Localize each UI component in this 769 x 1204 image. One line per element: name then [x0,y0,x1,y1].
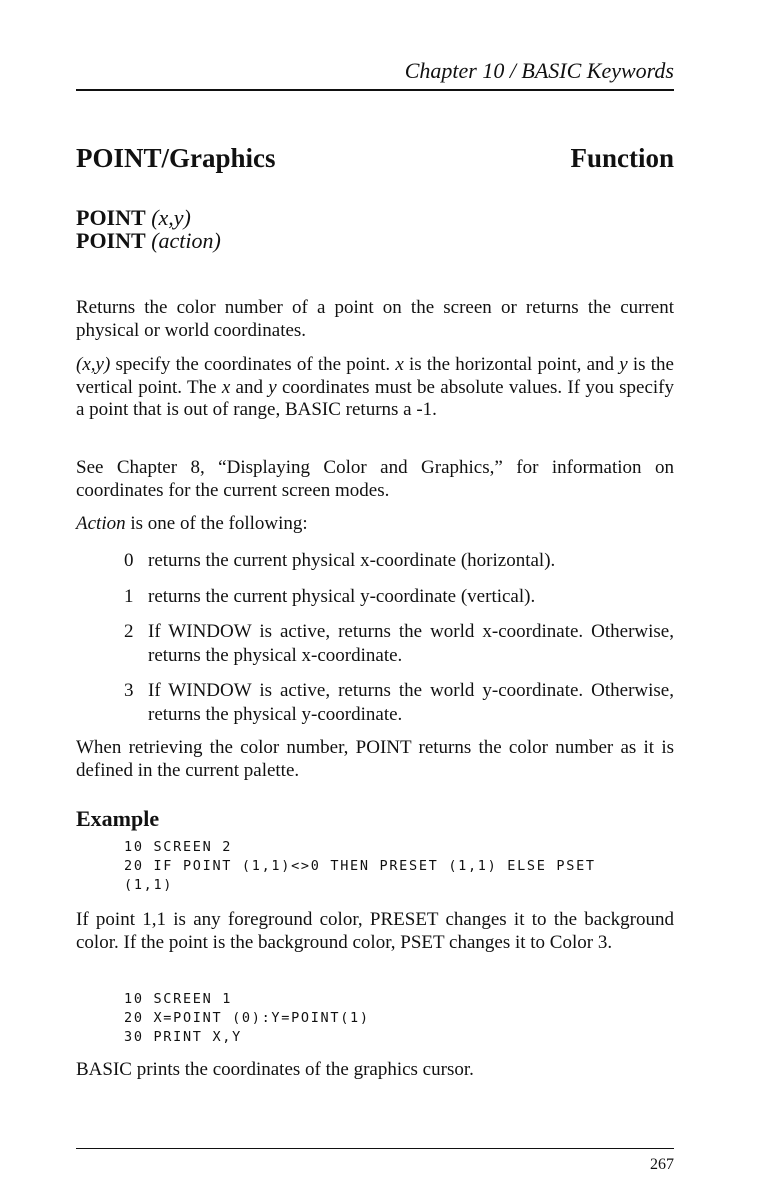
text-run: is the horizontal point, and [403,354,620,375]
closing-paragraph: BASIC prints the coordinates of the graphics cursor. [76,1059,474,1080]
syntax-keyword: POINT [76,228,146,253]
action-term: Action [76,513,126,534]
palette-paragraph: When retrieving the color number, POINT returns the color number as it is defined in the current palette. [76,737,674,781]
code-line: 10 SCREEN 1 [124,991,233,1007]
list-text: returns the current physical y-coordinate (vertical). [148,586,536,607]
code-line: 30 PRINT X,Y [124,1029,242,1045]
syntax-line [76,228,221,254]
arg-term: (x,y) [76,354,111,375]
footer-rule [76,1148,674,1149]
code-block [124,990,370,1047]
example-heading: Example [76,806,160,831]
var-term: y [268,376,277,398]
code-line: 10 SCREEN 2 [124,839,233,855]
example-explanation: If point 1,1 is any foreground color, PRESET changes it to the background color. If the point is the background color, PSET changes it to Color 3. [76,909,674,953]
description-paragraph: Returns the color number of a point on the screen or returns the current physical or world coordinates. [76,297,674,341]
page-title: POINT/Graphics [76,143,276,173]
code-line: (1,1) [124,877,174,893]
list-number: 1 [124,586,134,607]
see-also-paragraph: See Chapter 8, “Displaying Color and Graphics,” for information on coordinates for the current screen modes. [76,457,674,501]
header-rule [76,89,674,91]
list-text: If WINDOW is active, returns the world x-coordinate. Otherwise, returns the physical x-coordinate. [148,621,674,666]
code-line: 20 X=POINT (0):Y=POINT(1) [124,1010,370,1026]
list-number: 2 [124,621,134,642]
action-intro [76,513,674,536]
var-term: x [221,376,231,398]
text-run: and [230,376,269,398]
text-run: specify the coordinates of the point. [110,354,396,375]
syntax-args: (action) [151,228,221,253]
code-block [124,838,596,895]
syntax-args: (x,y) [151,205,191,230]
coordinates-paragraph [76,354,674,422]
list-text: If WINDOW is active, returns the world y-coordinate. Otherwise, returns the physical y-coordinate. [148,680,674,725]
text-run: is one of the following: [125,513,308,534]
var-term: y [619,354,628,375]
text-run: is the vertical point. The [76,354,674,398]
text-run: coordinates must be absolute values. If you specify a point that is out of range, BASIC returns a -1. [76,376,675,420]
running-head: Chapter 10 / BASIC Keywords [404,58,674,83]
list-text: returns the current physical x-coordinate (horizontal). [148,550,556,571]
code-line: 20 IF POINT (1,1)<>0 THEN PRESET (1,1) ELSE PSET [124,858,596,874]
var-term: x [395,354,404,375]
keyword-type: Function [570,143,674,173]
list-number: 3 [124,680,134,701]
page-number: 267 [650,1156,674,1173]
list-number: 0 [124,550,134,571]
syntax-keyword: POINT [76,205,146,230]
